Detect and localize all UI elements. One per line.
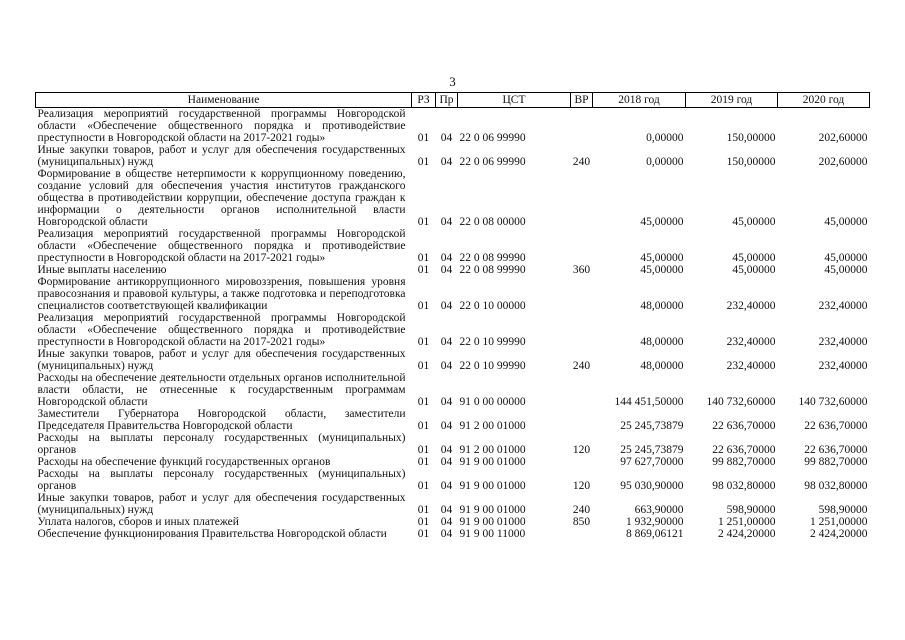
row-value-2018: 97 627,70000 <box>620 456 684 468</box>
row-value-2018: 48,00000 <box>640 336 684 348</box>
row-cst: 22 0 06 99990 <box>459 156 526 168</box>
row-value-2019: 22 636,70000 <box>712 444 776 456</box>
row-value-2018: 48,00000 <box>640 300 684 312</box>
row-pr: 04 <box>440 360 453 372</box>
row-vr: 240 <box>572 360 591 372</box>
row-pr: 04 <box>440 528 453 540</box>
row-value-2019: 22 636,70000 <box>712 420 776 432</box>
row-vr: 120 <box>572 444 591 456</box>
row-name: Реализация мероприятий государственной программы Новгородской области «Обеспечение общественного порядка и противодействие преступности в Новгородской области на 2017-2021 годы» <box>37 312 406 348</box>
row-value-2020: 99 882,70000 <box>804 456 868 468</box>
row-vr: 360 <box>572 264 591 276</box>
row-value-2020: 22 636,70000 <box>804 420 868 432</box>
row-cst: 91 9 00 01000 <box>459 516 526 528</box>
row-name: Расходы на выплаты персоналу государственных (муниципальных) органов <box>37 432 406 456</box>
header-cst: ЦСТ <box>458 93 571 108</box>
row-value-2020: 232,40000 <box>818 336 868 348</box>
row-cst: 22 0 10 00000 <box>459 300 526 312</box>
row-rz: 01 <box>417 156 430 168</box>
table-row <box>36 372 870 408</box>
table-row <box>36 144 870 168</box>
row-vr: 850 <box>572 516 591 528</box>
row-value-2020: 232,40000 <box>818 360 868 372</box>
row-value-2019: 1 251,00000 <box>718 516 776 528</box>
row-name: Иные закупки товаров, работ и услуг для обеспечения государственных (муниципальных) нужд <box>37 492 406 516</box>
row-name: Расходы на обеспечение деятельности отдельных органов исполнительной власти области, не отнесенные к государственным программам Новгородской области <box>37 372 406 408</box>
table-row <box>36 168 870 228</box>
row-cst: 91 9 00 11000 <box>459 528 526 540</box>
table-row <box>36 516 870 528</box>
header-vr: ВР <box>571 93 593 108</box>
row-name: Обеспечение функционирования Правительства Новгородской области <box>37 528 387 540</box>
row-pr: 04 <box>440 516 453 528</box>
row-value-2018: 144 451,50000 <box>614 396 684 408</box>
row-rz: 01 <box>417 264 430 276</box>
row-pr: 04 <box>440 456 453 468</box>
header-rz: РЗ <box>412 93 436 108</box>
table-row <box>36 312 870 348</box>
row-vr <box>571 312 593 348</box>
row-value-2020: 45,00000 <box>824 252 868 264</box>
row-value-2020: 202,60000 <box>818 156 868 168</box>
row-value-2018: 25 245,73879 <box>620 444 684 456</box>
row-cst: 91 2 00 01000 <box>459 444 526 456</box>
header-2018: 2018 год <box>593 93 686 108</box>
row-value-2019: 45,00000 <box>732 252 776 264</box>
row-pr: 04 <box>440 444 453 456</box>
row-cst: 22 0 08 00000 <box>459 216 526 228</box>
row-rz: 01 <box>417 480 430 492</box>
row-value-2018: 45,00000 <box>640 252 684 264</box>
row-name: Формирование антикоррупционного мировоззрения, повышения уровня правосознания и правовой культуры, а также подготовка и переподготовка специалистов соответствующей квалификации <box>37 276 406 312</box>
table-row <box>36 108 870 145</box>
table-row <box>36 348 870 372</box>
row-vr <box>571 168 593 228</box>
row-pr: 04 <box>440 504 453 516</box>
row-pr: 04 <box>440 132 453 144</box>
row-cst: 91 9 00 01000 <box>459 504 526 516</box>
row-cst: 22 0 08 99990 <box>459 264 526 276</box>
row-value-2019: 232,40000 <box>726 300 776 312</box>
row-rz: 01 <box>417 360 430 372</box>
table-row <box>36 456 870 468</box>
row-vr <box>571 228 593 264</box>
row-name: Расходы на обеспечение функций государственных органов <box>37 456 331 468</box>
row-name: Иные закупки товаров, работ и услуг для обеспечения государственных (муниципальных) нужд <box>37 348 406 372</box>
budget-table <box>35 92 870 540</box>
table-row <box>36 432 870 456</box>
row-pr: 04 <box>440 264 453 276</box>
row-pr: 04 <box>440 480 453 492</box>
table-row <box>36 528 870 540</box>
row-value-2019: 2 424,20000 <box>718 528 776 540</box>
row-pr: 04 <box>440 300 453 312</box>
row-vr <box>571 372 593 408</box>
row-name: Иные закупки товаров, работ и услуг для обеспечения государственных (муниципальных) нужд <box>37 144 406 168</box>
row-vr <box>571 108 593 145</box>
table-row <box>36 492 870 516</box>
header-name: Наименование <box>36 93 412 108</box>
row-vr: 240 <box>572 156 591 168</box>
row-value-2020: 1 251,00000 <box>810 516 868 528</box>
row-name: Формирование в обществе нетерпимости к коррупционному поведению, создание условий для обеспечения участия институтов гражданского общества в противодействии коррупции, обеспечение доступа граждан к информации о деятельности органов исполнительной власти Новгородской области <box>37 168 406 228</box>
row-vr: 240 <box>572 504 591 516</box>
row-value-2019: 232,40000 <box>726 360 776 372</box>
row-cst: 91 2 00 01000 <box>459 420 526 432</box>
row-vr <box>571 408 593 432</box>
table-row <box>36 276 870 312</box>
row-rz: 01 <box>417 516 430 528</box>
row-value-2019: 150,00000 <box>726 156 776 168</box>
row-cst: 22 0 10 99990 <box>459 360 526 372</box>
row-value-2020: 45,00000 <box>824 264 868 276</box>
row-value-2018: 48,00000 <box>640 360 684 372</box>
row-cst: 22 0 06 99990 <box>459 132 526 144</box>
row-rz: 01 <box>417 252 430 264</box>
row-value-2020: 140 732,60000 <box>798 396 868 408</box>
row-cst: 91 9 00 01000 <box>459 480 526 492</box>
table-row <box>36 264 870 276</box>
header-row <box>36 93 870 108</box>
row-rz: 01 <box>417 528 430 540</box>
row-value-2020: 98 032,80000 <box>804 480 868 492</box>
row-pr: 04 <box>440 156 453 168</box>
row-rz: 01 <box>417 396 430 408</box>
row-value-2020: 2 424,20000 <box>810 528 868 540</box>
row-value-2020: 232,40000 <box>818 300 868 312</box>
row-value-2018: 8 869,06121 <box>626 528 684 540</box>
row-rz: 01 <box>417 300 430 312</box>
row-value-2018: 663,90000 <box>634 504 684 516</box>
row-pr: 04 <box>440 336 453 348</box>
page-number: 3 <box>449 74 456 89</box>
row-name: Заместители Губернатора Новгородской области, заместители Председателя Правительства Новгородской области <box>37 408 406 432</box>
header-2020: 2020 год <box>778 93 870 108</box>
row-rz: 01 <box>417 216 430 228</box>
row-value-2018: 45,00000 <box>640 264 684 276</box>
row-vr <box>571 276 593 312</box>
row-value-2019: 232,40000 <box>726 336 776 348</box>
row-pr: 04 <box>440 252 453 264</box>
row-pr: 04 <box>440 216 453 228</box>
row-value-2019: 98 032,80000 <box>712 480 776 492</box>
row-value-2019: 598,90000 <box>726 504 776 516</box>
row-value-2020: 22 636,70000 <box>804 444 868 456</box>
row-name: Иные выплаты населению <box>37 264 167 276</box>
table-row <box>36 408 870 432</box>
row-value-2020: 45,00000 <box>824 216 868 228</box>
row-value-2020: 202,60000 <box>818 132 868 144</box>
row-rz: 01 <box>417 420 430 432</box>
row-name: Расходы на выплаты персоналу государственных (муниципальных) органов <box>37 468 406 492</box>
row-rz: 01 <box>417 132 430 144</box>
row-value-2018: 0,00000 <box>646 156 684 168</box>
row-value-2018: 95 030,90000 <box>620 480 684 492</box>
row-value-2018: 1 932,90000 <box>626 516 684 528</box>
row-value-2019: 45,00000 <box>732 264 776 276</box>
row-value-2019: 140 732,60000 <box>706 396 776 408</box>
table-row <box>36 468 870 492</box>
row-value-2020: 598,90000 <box>818 504 868 516</box>
row-vr <box>571 456 593 468</box>
row-pr: 04 <box>440 396 453 408</box>
row-rz: 01 <box>417 444 430 456</box>
row-cst: 91 0 00 00000 <box>459 396 526 408</box>
row-name: Уплата налогов, сборов и иных платежей <box>37 516 239 528</box>
header-pr: Пр <box>436 93 458 108</box>
table-row <box>36 228 870 264</box>
row-pr: 04 <box>440 420 453 432</box>
row-value-2019: 99 882,70000 <box>712 456 776 468</box>
row-value-2019: 150,00000 <box>726 132 776 144</box>
row-rz: 01 <box>417 336 430 348</box>
row-value-2019: 45,00000 <box>732 216 776 228</box>
row-vr: 120 <box>572 480 591 492</box>
row-cst: 91 9 00 01000 <box>459 456 526 468</box>
row-name: Реализация мероприятий государственной программы Новгородской области «Обеспечение общественного порядка и противодействие преступности в Новгородской области на 2017-2021 годы» <box>37 108 406 144</box>
row-value-2018: 0,00000 <box>646 132 684 144</box>
row-rz: 01 <box>417 504 430 516</box>
row-name: Реализация мероприятий государственной программы Новгородской области «Обеспечение общественного порядка и противодействие преступности в Новгородской области на 2017-2021 годы» <box>37 228 406 264</box>
row-cst: 22 0 10 99990 <box>459 336 526 348</box>
row-value-2018: 25 245,73879 <box>620 420 684 432</box>
row-rz: 01 <box>417 456 430 468</box>
row-vr <box>571 528 593 540</box>
row-value-2018: 45,00000 <box>640 216 684 228</box>
row-cst: 22 0 08 99990 <box>459 252 526 264</box>
header-2019: 2019 год <box>686 93 778 108</box>
